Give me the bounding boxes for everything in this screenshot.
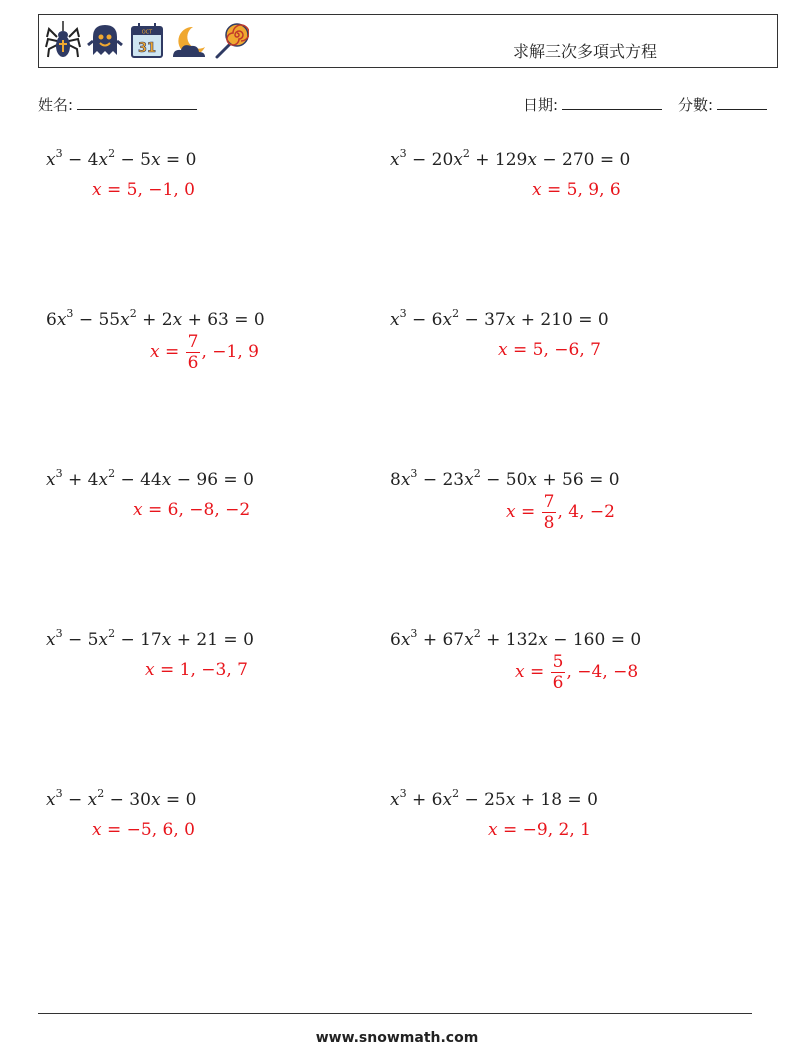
answer-variable: x [133,500,143,520]
variable-x: x [442,310,453,330]
equation-term: − 55 [73,310,121,330]
fraction-denominator: 8 [543,513,555,533]
answer-text [532,180,621,200]
answer-text [92,180,195,200]
answer-values: 5, −1, 0 [126,180,195,200]
exponent: 3 [55,147,63,160]
name-field[interactable] [38,94,197,115]
exponent: 3 [399,787,407,800]
equation-term: + 132 [480,630,539,650]
date-field[interactable] [523,94,662,115]
calendar-month: OCT [141,29,153,36]
spider-icon [45,21,81,61]
exponent: 3 [55,627,63,640]
exponent: 3 [55,787,63,800]
variable-x: x [46,470,56,490]
variable-x: x [390,790,400,810]
equation-term: + 6 [406,790,443,810]
variable-x: x [400,630,411,650]
footer-url: www.snowmath.com [315,1030,479,1046]
answer-variable: x [92,180,102,200]
answer-text [488,820,591,840]
equation-term: − 23 [417,470,465,490]
variable-x: x [400,470,411,490]
equation-term: = 0 [160,150,197,170]
answer-values: −9, 2, 1 [522,820,591,840]
variable-x: x [87,790,98,810]
variable-x: x [46,150,56,170]
variable-x: x [505,310,516,330]
equation-term: + 63 = 0 [182,310,265,330]
variable-x: x [527,470,537,490]
answer-variable: x [532,180,542,200]
name-blank[interactable] [77,95,197,110]
answer-variable: x [515,662,525,682]
problem-equation [390,307,609,330]
equation-term: − [62,790,88,810]
exponent: 2 [108,147,116,160]
equation-term: + 56 = 0 [536,470,620,490]
answer-equals: = [507,340,533,360]
equation-term: − 5 [115,150,151,170]
variable-x: x [150,790,161,810]
equation-term: − 96 = 0 [171,470,254,490]
equation-term: + 21 = 0 [171,630,254,650]
variable-x: x [161,470,172,490]
equation-term: + 18 = 0 [515,790,598,810]
problem-equation [390,147,631,170]
problem-equation [46,467,254,490]
score-field[interactable] [678,94,767,115]
variable-x: x [527,150,537,170]
lollipop-icon [213,21,249,61]
answer-equals: = [154,660,180,680]
variable-x: x [538,630,548,650]
variable-x: x [464,630,474,650]
fraction-denominator: 6 [552,673,564,693]
equation-term: − 4 [62,150,99,170]
equation-term: − 17 [115,630,162,650]
exponent: 2 [473,627,481,640]
name-label: 姓名: [38,96,74,114]
variable-x: x [98,630,109,650]
variable-x: x [390,150,400,170]
equation-term: 6 [390,630,401,650]
variable-x: x [453,150,463,170]
exponent: 2 [108,627,116,640]
variable-x: x [505,790,516,810]
answer-text [515,652,638,693]
equation-term: − 44 [115,470,162,490]
answer-equals: = [524,662,550,682]
answer-variable: x [145,660,155,680]
equation-term: + 210 = 0 [515,310,609,330]
equation-term: − 50 [480,470,528,490]
equation-term: + 129 [469,150,528,170]
answer-equals: = [101,820,127,840]
fraction-numerator: 5 [552,652,564,672]
exponent: 3 [399,307,407,320]
score-blank[interactable] [717,95,767,110]
variable-x: x [464,470,474,490]
date-blank[interactable] [562,95,662,110]
variable-x: x [442,790,453,810]
variable-x: x [172,310,183,330]
exponent: 2 [452,307,460,320]
fraction-numerator: 7 [187,332,199,352]
answer-values: , −4, −8 [566,662,639,682]
problem-equation [390,787,598,810]
equation-term: + 2 [136,310,173,330]
calendar-day: 31 [137,41,157,56]
variable-x: x [98,150,109,170]
equation-term: − 270 = 0 [536,150,631,170]
variable-x: x [161,630,172,650]
answer-values: , −1, 9 [201,342,259,362]
answer-text [92,820,195,840]
answer-values: 6, −8, −2 [167,500,251,520]
equation-term: + 4 [62,470,99,490]
exponent: 3 [66,307,74,320]
equation-term: − 5 [62,630,99,650]
variable-x: x [98,470,109,490]
variable-x: x [56,310,67,330]
answer-equals: = [101,180,127,200]
problem-equation [390,467,620,490]
header-icons [45,21,249,61]
equation-term: − 25 [459,790,506,810]
answer-text [506,492,615,533]
exponent: 2 [473,467,481,480]
equation-term: 8 [390,470,401,490]
worksheet-title: 求解三次多項式方程 [513,42,658,61]
problem-equation [46,307,265,330]
answer-variable: x [506,502,516,522]
variable-x: x [120,310,130,330]
answer-variable: x [498,340,508,360]
score-label: 分數: [678,96,714,114]
exponent: 2 [452,787,460,800]
answer-values: −5, 6, 0 [126,820,195,840]
equation-term: − 37 [459,310,506,330]
exponent: 3 [55,467,63,480]
calendar-icon [129,21,165,61]
problem-equation [390,627,642,650]
answer-variable: x [92,820,102,840]
answer-equals: = [497,820,523,840]
equation-term: + 67 [417,630,465,650]
variable-x: x [46,630,56,650]
answer-text [150,332,259,373]
equation-term: = 0 [160,790,197,810]
exponent: 3 [410,467,418,480]
fraction-denominator: 6 [187,353,199,373]
variable-x: x [46,790,56,810]
answer-text [145,660,248,680]
moon-cloud-icon [171,21,207,61]
exponent: 3 [410,627,418,640]
footer-divider [38,1013,752,1014]
answer-values: 5, 9, 6 [566,180,621,200]
exponent: 2 [129,307,137,320]
answer-fraction [542,492,557,533]
answer-values: , 4, −2 [557,502,615,522]
exponent: 2 [108,467,116,480]
equation-term: − 30 [104,790,151,810]
equation-term: − 20 [406,150,454,170]
answer-equals: = [515,502,541,522]
answer-variable: x [150,342,160,362]
exponent: 3 [399,147,407,160]
answer-fraction [186,332,201,373]
problem-equation [46,147,197,170]
problem-equation [46,787,197,810]
answer-fraction [551,652,566,693]
equation-term: − 160 = 0 [547,630,642,650]
equation-term: − 6 [406,310,443,330]
answer-values: 1, −3, 7 [179,660,248,680]
exponent: 2 [97,787,105,800]
answer-variable: x [488,820,498,840]
fraction-numerator: 7 [543,492,555,512]
variable-x: x [390,310,400,330]
exponent: 2 [462,147,470,160]
problem-equation [46,627,254,650]
variable-x: x [150,150,161,170]
date-label: 日期: [523,96,559,114]
equation-term: 6 [46,310,57,330]
worksheet-header [38,14,778,68]
answer-text [133,500,250,520]
answer-text [498,340,601,360]
answer-equals: = [142,500,168,520]
ghost-icon [87,21,123,61]
answer-equals: = [159,342,185,362]
answer-equals: = [541,180,567,200]
answer-values: 5, −6, 7 [532,340,601,360]
